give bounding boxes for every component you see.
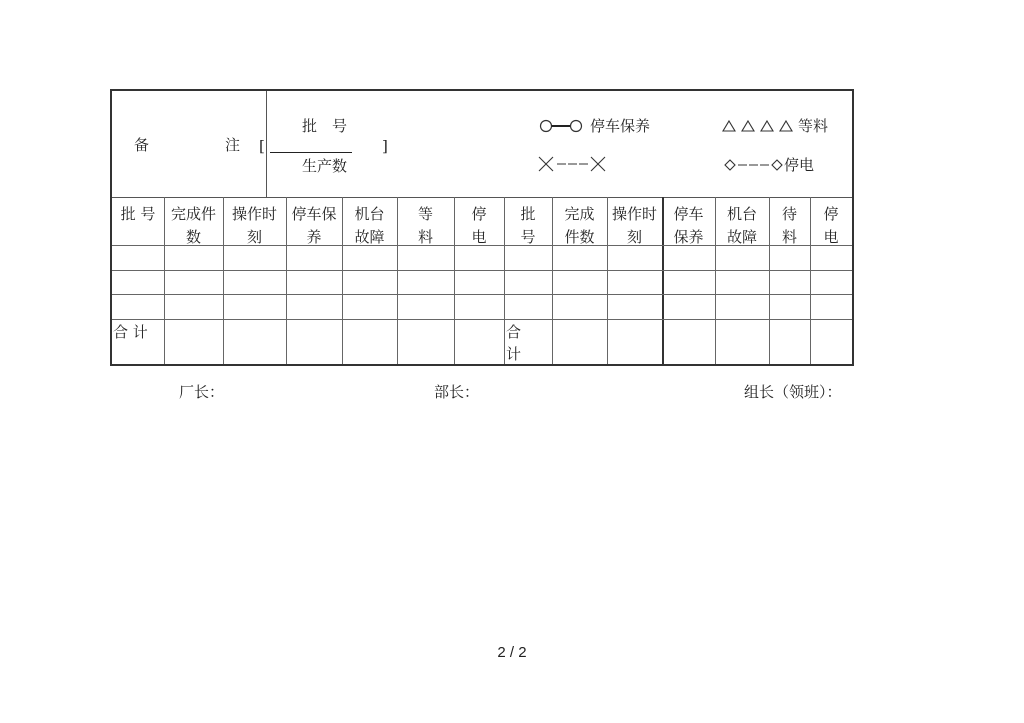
legend-power-off-label: 停电 — [784, 156, 815, 174]
remarks-label-2: 注 — [225, 136, 241, 154]
total-label-left: 合 计 — [113, 323, 148, 341]
column-header: 批 号 — [520, 205, 536, 246]
remarks-label-1: 备 — [134, 136, 150, 154]
column-header: 操作时 刻 — [611, 205, 657, 246]
column-header: 待 料 — [781, 205, 797, 246]
grid-hline — [112, 294, 852, 295]
page-number: 2 / 2 — [497, 644, 527, 661]
circle-line-circle-icon — [539, 119, 589, 133]
legend-maintenance-label: 停车保养 — [590, 117, 651, 135]
remarks-section — [112, 91, 852, 198]
factory-director-signature: 厂长： — [179, 383, 225, 401]
legend-waiting-material — [722, 117, 828, 135]
production-count-label: 生产数 — [302, 157, 348, 175]
column-header: 停车 保养 — [673, 205, 704, 246]
column-header: 操作时 刻 — [231, 205, 277, 246]
department-head-signature: 部长： — [434, 383, 480, 401]
bracket-open: [ — [259, 137, 265, 155]
triangles-icon — [722, 119, 798, 133]
record-grid — [112, 197, 852, 364]
production-record-table — [110, 89, 854, 366]
diamond-line-diamond-icon — [724, 158, 784, 172]
remarks-divider — [266, 91, 267, 197]
batch-number-label: 批 号 — [302, 117, 348, 135]
column-header: 完成 件数 — [564, 205, 595, 246]
legend-power-off — [724, 156, 814, 174]
column-header: 等 料 — [417, 205, 433, 246]
grid-hline — [112, 319, 852, 320]
column-header: 机台 故障 — [354, 205, 385, 246]
cross-line-cross-icon — [538, 156, 608, 172]
column-header: 批 号 — [120, 205, 156, 223]
fraction-line — [270, 152, 352, 153]
column-header: 完成件 数 — [170, 205, 216, 246]
legend-waiting-label: 等料 — [798, 117, 829, 135]
column-header: 停 电 — [471, 205, 487, 246]
team-leader-signature: 组长（领班）： — [744, 383, 842, 401]
column-header: 机台 故障 — [726, 205, 757, 246]
bracket-close: ] — [382, 137, 388, 155]
grid-hline — [112, 270, 852, 271]
legend-cross-line — [538, 156, 608, 172]
legend-maintenance — [539, 117, 650, 135]
column-header: 停 电 — [823, 205, 839, 246]
total-label-right: 合 计 — [506, 323, 522, 363]
column-header: 停车保 养 — [291, 205, 337, 246]
